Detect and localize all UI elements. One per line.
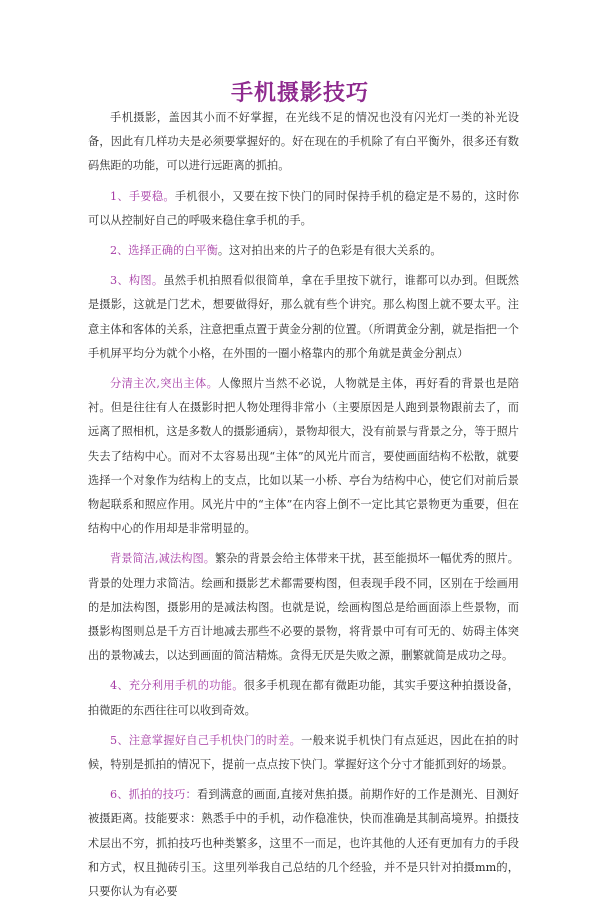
page-title: 手机摄影技巧 (230, 81, 369, 106)
paragraph (88, 185, 519, 233)
paragraph (88, 783, 519, 904)
paragraph-text: 人像照片当然不必说，人物就是主体，再好看的背景也是陪衬。但是往往有人在摄影时把人物处理得非常小（主要原因是人跑到景物跟前去了，而远离了照相机，这是多数人的摄影通病），景物却很大，没有前景与背景之分，等于照片失去了结构中心。而对不太容易出现“主体”的风光片而言，要使画面结构不松散，就要选择一个对象作为结构上的支点，比如以某一小桥、亭台为结构中心，使它们对前后景物起联系和照应作用。风光片中的“主体”在内容上倒不一定比其它景物更为重要，但在结构中心的作用却是非常明显的。 (88, 377, 519, 536)
paragraph (88, 674, 519, 722)
paragraph-text: 手机很小，又要在按下快门的同时保持手机的稳定是不易的，这时你可以从控制好自己的呼吸来稳住拿手机的手。 (88, 189, 519, 227)
paragraph-text: 看到满意的画面,直接对焦拍摄。前期作好的工作是测光、目测好被摄距离。技能要求：熟悉手中的手机，动作稳准快，快而准确是其制高境界。拍摄技术层出不穷，抓拍技巧也种类繁多，这里不一而足，也许其他的人还有更加有力的手段和方式，权且抛砖引玉。这里列举我自己总结的几个经验，并不是只针对拍摄mm的，只要你认为有必要 (88, 788, 519, 899)
paragraph-text: 手机摄影，盖因其小而不好掌握，在光线不足的情况也没有闪光灯一类的补光设备，因此有几样功夫是必须要掌握好的。好在现在的手机除了有白平衡外，很多还有数码焦距的功能，可以进行远距离的抓拍。 (88, 111, 519, 173)
paragraph-heading: 6、抓拍的技巧： (110, 788, 197, 802)
paragraph (88, 269, 519, 366)
paragraph-text: 虽然手机拍照看似很简单，拿在手里按下就行，谁都可以办到。但既然是摄影，这就是门艺术，想要做得好，那么就有些个讲究。那么构图上就不要太平。注意主体和客体的关系，注意把重点置于黄金分割的位置。（所谓黄金分割，就是指把一个手机屏平均分为就个小格，在外围的一圈小格靠内的那个角就是黄金分割点） (88, 274, 519, 360)
paragraph-text: 繁杂的背景会给主体带来干扰，甚至能损坏一幅优秀的照片。背景的处理力求简洁。绘画和摄影艺术都需要构图，但表现手段不同，区别在于绘画用的是加法构图，摄影用的是减法构图。也就是说，绘画构图总是给画面添上些景物，而摄影构图则总是千方百计地减去那些不必要的景物，将背景中可有可无的、妨碍主体突出的景物减去，以达到画面的简洁精炼。贪得无厌是失败之源，删繁就简是成功之母。 (88, 552, 519, 663)
paragraph (88, 547, 519, 668)
paragraph (88, 729, 519, 777)
paragraph (88, 239, 519, 263)
paragraph-heading: 5、注意掌握好自己手机快门的时差。 (110, 733, 302, 747)
paragraph (88, 106, 519, 179)
paragraph-heading: 背景简洁,减法构图。 (110, 552, 215, 566)
paragraph-text: 。这对拍出来的片子的色彩是有很大关系的。 (217, 244, 442, 258)
paragraph-text: 一般来说手机快门有点延迟，因此在拍的时候，特别是抓拍的情况下，提前一点点按下快门。掌握好这个分寸才能抓到好的场景。 (88, 733, 519, 772)
paragraph-heading: 4、充分利用手机的功能。 (110, 679, 244, 693)
paragraph-text: 很多手机现在都有微距功能，其实手要这种拍摄设备，拍微距的东西往往可以收到奇效。 (88, 679, 519, 717)
paragraph-heading: 分清主次,突出主体。 (110, 377, 219, 391)
paragraph-heading: 3、构图。 (110, 274, 164, 288)
paragraph-heading: 2、选择正确的白平衡 (110, 244, 218, 258)
paragraph-heading: 1、手要稳。 (110, 189, 175, 203)
document-body (88, 106, 519, 910)
paragraph (88, 372, 519, 541)
